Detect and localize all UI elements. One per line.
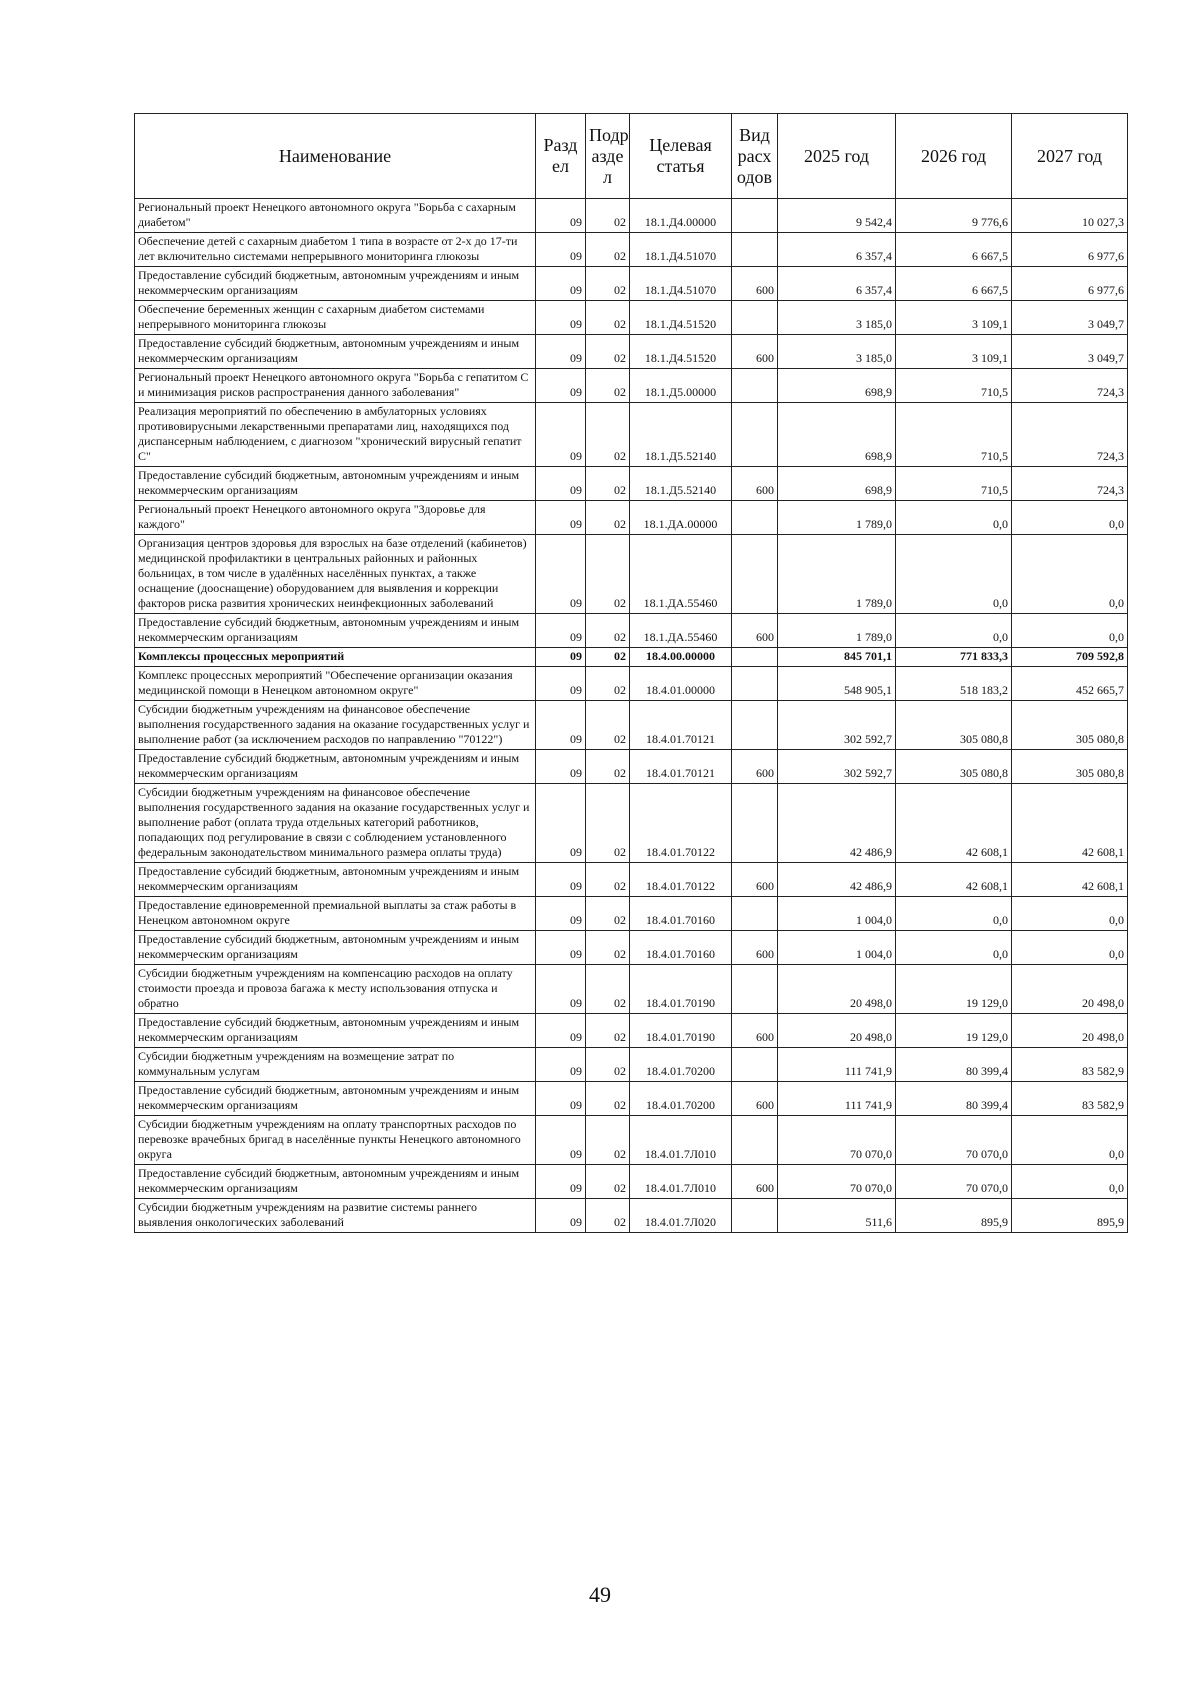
row-article: 18.4.01.70200 — [630, 1048, 732, 1082]
row-vid — [732, 1116, 778, 1165]
row-value-2025: 20 498,0 — [778, 965, 896, 1014]
table-row — [135, 863, 1128, 897]
row-razdel: 09 — [536, 403, 586, 467]
row-podrazdel: 02 — [586, 501, 630, 535]
row-name: Предоставление субсидий бюджетным, автономным учреждениям и иным некоммерческим организациям — [135, 1082, 536, 1116]
row-vid — [732, 301, 778, 335]
row-value-2027: 724,3 — [1012, 403, 1128, 467]
row-value-2026: 710,5 — [896, 369, 1012, 403]
table-row — [135, 614, 1128, 648]
row-article: 18.1.Д5.52140 — [630, 403, 732, 467]
row-value-2026: 895,9 — [896, 1199, 1012, 1233]
row-article: 18.4.01.70190 — [630, 965, 732, 1014]
row-razdel: 09 — [536, 897, 586, 931]
row-article: 18.4.01.70122 — [630, 863, 732, 897]
row-vid: 600 — [732, 467, 778, 501]
row-vid — [732, 1048, 778, 1082]
header-2027: 2027 год — [1012, 114, 1128, 199]
row-podrazdel: 02 — [586, 1014, 630, 1048]
row-podrazdel: 02 — [586, 233, 630, 267]
row-value-2027: 0,0 — [1012, 1116, 1128, 1165]
row-article: 18.1.ДА.55460 — [630, 614, 732, 648]
row-name: Обеспечение детей с сахарным диабетом 1 типа в возрасте от 2-х до 17-ти лет включительно системами непрерывного мониторинга глюкозы — [135, 233, 536, 267]
table-row — [135, 1014, 1128, 1048]
row-value-2026: 710,5 — [896, 403, 1012, 467]
row-value-2027: 42 608,1 — [1012, 784, 1128, 863]
row-razdel: 09 — [536, 335, 586, 369]
row-podrazdel: 02 — [586, 784, 630, 863]
row-name: Региональный проект Ненецкого автономного округа "Борьба с гепатитом С и минимизация рисков распространения данного заболевания" — [135, 369, 536, 403]
row-value-2027: 724,3 — [1012, 467, 1128, 501]
row-vid: 600 — [732, 1082, 778, 1116]
row-podrazdel: 02 — [586, 931, 630, 965]
row-article: 18.1.Д4.51070 — [630, 267, 732, 301]
row-name: Предоставление субсидий бюджетным, автономным учреждениям и иным некоммерческим организациям — [135, 1165, 536, 1199]
row-value-2026: 42 608,1 — [896, 784, 1012, 863]
row-value-2025: 548 905,1 — [778, 667, 896, 701]
table-row — [135, 467, 1128, 501]
row-podrazdel: 02 — [586, 863, 630, 897]
table-row — [135, 267, 1128, 301]
row-value-2026: 42 608,1 — [896, 863, 1012, 897]
row-value-2027: 6 977,6 — [1012, 267, 1128, 301]
table-row — [135, 535, 1128, 614]
row-razdel: 09 — [536, 965, 586, 1014]
row-value-2026: 3 109,1 — [896, 301, 1012, 335]
row-value-2025: 302 592,7 — [778, 750, 896, 784]
row-vid — [732, 1199, 778, 1233]
row-name: Предоставление субсидий бюджетным, автономным учреждениям и иным некоммерческим организациям — [135, 614, 536, 648]
row-article: 18.1.Д4.51520 — [630, 335, 732, 369]
table-row — [135, 648, 1128, 667]
table-row — [135, 931, 1128, 965]
table-row — [135, 335, 1128, 369]
row-razdel: 09 — [536, 1014, 586, 1048]
row-value-2025: 302 592,7 — [778, 701, 896, 750]
row-podrazdel: 02 — [586, 1116, 630, 1165]
row-value-2025: 1 789,0 — [778, 535, 896, 614]
page-number: 49 — [589, 1582, 611, 1607]
row-podrazdel: 02 — [586, 335, 630, 369]
row-podrazdel: 02 — [586, 750, 630, 784]
row-vid — [732, 701, 778, 750]
row-vid: 600 — [732, 614, 778, 648]
row-name: Субсидии бюджетным учреждениям на развитие системы раннего выявления онкологических заболеваний — [135, 1199, 536, 1233]
row-name: Комплексы процессных мероприятий — [135, 648, 536, 667]
table-row — [135, 1048, 1128, 1082]
row-value-2027: 724,3 — [1012, 369, 1128, 403]
row-podrazdel: 02 — [586, 467, 630, 501]
row-value-2025: 20 498,0 — [778, 1014, 896, 1048]
row-podrazdel: 02 — [586, 614, 630, 648]
row-name: Обеспечение беременных женщин с сахарным диабетом системами непрерывного мониторинга глюкозы — [135, 301, 536, 335]
row-article: 18.1.Д4.51520 — [630, 301, 732, 335]
table-row — [135, 1199, 1128, 1233]
row-value-2027: 0,0 — [1012, 614, 1128, 648]
row-article: 18.4.01.7Л010 — [630, 1165, 732, 1199]
row-value-2026: 70 070,0 — [896, 1116, 1012, 1165]
row-vid — [732, 369, 778, 403]
row-podrazdel: 02 — [586, 403, 630, 467]
row-value-2026: 19 129,0 — [896, 1014, 1012, 1048]
table-row — [135, 1116, 1128, 1165]
row-value-2027: 83 582,9 — [1012, 1048, 1128, 1082]
table-row — [135, 897, 1128, 931]
row-article: 18.4.01.7Л010 — [630, 1116, 732, 1165]
budget-table — [134, 113, 1128, 1233]
table-row — [135, 784, 1128, 863]
table-row — [135, 501, 1128, 535]
row-value-2025: 1 789,0 — [778, 614, 896, 648]
row-podrazdel: 02 — [586, 1165, 630, 1199]
row-name: Предоставление субсидий бюджетным, автономным учреждениям и иным некоммерческим организациям — [135, 750, 536, 784]
table-body — [135, 199, 1128, 1233]
table-row — [135, 701, 1128, 750]
row-value-2026: 710,5 — [896, 467, 1012, 501]
row-value-2026: 0,0 — [896, 614, 1012, 648]
row-podrazdel: 02 — [586, 965, 630, 1014]
row-razdel: 09 — [536, 667, 586, 701]
row-name: Субсидии бюджетным учреждениям на финансовое обеспечение выполнения государственного задания на оказание государственных услуг и выполнение работ (оплата труда отдельных категорий работников, попадающих под регулирование в связи с соблюдением установленного федеральным законодательством минимального размера оплаты труда) — [135, 784, 536, 863]
header-2025: 2025 год — [778, 114, 896, 199]
row-razdel: 09 — [536, 750, 586, 784]
row-podrazdel: 02 — [586, 648, 630, 667]
table-row — [135, 301, 1128, 335]
row-value-2025: 698,9 — [778, 467, 896, 501]
row-value-2025: 111 741,9 — [778, 1048, 896, 1082]
row-name: Предоставление субсидий бюджетным, автономным учреждениям и иным некоммерческим организациям — [135, 863, 536, 897]
row-value-2027: 3 049,7 — [1012, 335, 1128, 369]
row-razdel: 09 — [536, 1048, 586, 1082]
row-razdel: 09 — [536, 784, 586, 863]
row-article: 18.1.Д4.51070 — [630, 233, 732, 267]
row-value-2026: 9 776,6 — [896, 199, 1012, 233]
row-podrazdel: 02 — [586, 369, 630, 403]
row-value-2027: 0,0 — [1012, 931, 1128, 965]
row-vid — [732, 648, 778, 667]
row-value-2027: 83 582,9 — [1012, 1082, 1128, 1116]
row-value-2026: 19 129,0 — [896, 965, 1012, 1014]
row-vid — [732, 784, 778, 863]
row-podrazdel: 02 — [586, 535, 630, 614]
row-value-2027: 6 977,6 — [1012, 233, 1128, 267]
row-vid — [732, 535, 778, 614]
table-row — [135, 1082, 1128, 1116]
row-podrazdel: 02 — [586, 1082, 630, 1116]
row-value-2027: 42 608,1 — [1012, 863, 1128, 897]
row-razdel: 09 — [536, 199, 586, 233]
table-row — [135, 199, 1128, 233]
row-value-2027: 0,0 — [1012, 897, 1128, 931]
header-vid: Вид расх одов — [732, 114, 778, 199]
row-article: 18.1.Д4.00000 — [630, 199, 732, 233]
row-value-2027: 0,0 — [1012, 1165, 1128, 1199]
row-vid — [732, 199, 778, 233]
row-value-2025: 42 486,9 — [778, 784, 896, 863]
row-podrazdel: 02 — [586, 897, 630, 931]
row-value-2026: 771 833,3 — [896, 648, 1012, 667]
row-name: Предоставление субсидий бюджетным, автономным учреждениям и иным некоммерческим организациям — [135, 267, 536, 301]
row-value-2026: 80 399,4 — [896, 1048, 1012, 1082]
row-razdel: 09 — [536, 301, 586, 335]
row-name: Субсидии бюджетным учреждениям на компенсацию расходов на оплату стоимости проезда и провоза багажа к месту использования отпуска и обратно — [135, 965, 536, 1014]
row-podrazdel: 02 — [586, 701, 630, 750]
row-name: Предоставление субсидий бюджетным, автономным учреждениям и иным некоммерческим организациям — [135, 1014, 536, 1048]
row-razdel: 09 — [536, 1165, 586, 1199]
row-value-2025: 1 004,0 — [778, 897, 896, 931]
header-2026: 2026 год — [896, 114, 1012, 199]
row-value-2025: 698,9 — [778, 403, 896, 467]
row-value-2025: 9 542,4 — [778, 199, 896, 233]
row-vid: 600 — [732, 863, 778, 897]
row-razdel: 09 — [536, 701, 586, 750]
row-razdel: 09 — [536, 267, 586, 301]
row-name: Региональный проект Ненецкого автономного округа "Здоровье для каждого" — [135, 501, 536, 535]
row-vid — [732, 667, 778, 701]
header-name: Наименование — [135, 114, 536, 199]
row-value-2027: 20 498,0 — [1012, 1014, 1128, 1048]
row-value-2025: 698,9 — [778, 369, 896, 403]
table-row — [135, 750, 1128, 784]
row-vid: 600 — [732, 335, 778, 369]
row-podrazdel: 02 — [586, 1048, 630, 1082]
row-razdel: 09 — [536, 931, 586, 965]
row-vid: 600 — [732, 267, 778, 301]
row-vid: 600 — [732, 750, 778, 784]
row-value-2025: 845 701,1 — [778, 648, 896, 667]
row-podrazdel: 02 — [586, 199, 630, 233]
row-value-2027: 452 665,7 — [1012, 667, 1128, 701]
row-value-2026: 0,0 — [896, 501, 1012, 535]
row-vid — [732, 233, 778, 267]
row-article: 18.4.01.70160 — [630, 931, 732, 965]
row-value-2027: 3 049,7 — [1012, 301, 1128, 335]
row-value-2026: 6 667,5 — [896, 267, 1012, 301]
row-razdel: 09 — [536, 467, 586, 501]
row-value-2025: 1 004,0 — [778, 931, 896, 965]
row-value-2027: 0,0 — [1012, 535, 1128, 614]
row-razdel: 09 — [536, 1199, 586, 1233]
row-value-2027: 305 080,8 — [1012, 701, 1128, 750]
row-value-2026: 0,0 — [896, 897, 1012, 931]
header-razdel: Разд ел — [536, 114, 586, 199]
row-value-2025: 6 357,4 — [778, 233, 896, 267]
row-value-2025: 111 741,9 — [778, 1082, 896, 1116]
table-header-row — [135, 114, 1128, 199]
row-value-2026: 518 183,2 — [896, 667, 1012, 701]
row-article: 18.4.01.70200 — [630, 1082, 732, 1116]
row-vid — [732, 965, 778, 1014]
header-podrazdel: Подр азде л — [586, 114, 630, 199]
row-vid — [732, 897, 778, 931]
row-value-2026: 6 667,5 — [896, 233, 1012, 267]
row-value-2027: 0,0 — [1012, 501, 1128, 535]
table-row — [135, 1165, 1128, 1199]
row-value-2026: 305 080,8 — [896, 701, 1012, 750]
row-name: Предоставление субсидий бюджетным, автономным учреждениям и иным некоммерческим организациям — [135, 931, 536, 965]
row-value-2026: 70 070,0 — [896, 1165, 1012, 1199]
row-article: 18.4.01.70121 — [630, 701, 732, 750]
row-name: Комплекс процессных мероприятий "Обеспечение организации оказания медицинской помощи в Ненецком автономном округе" — [135, 667, 536, 701]
row-value-2026: 0,0 — [896, 535, 1012, 614]
row-name: Реализация мероприятий по обеспечению в амбулаторных условиях противовирусными лекарственными препаратами лиц, находящихся под диспансерным наблюдением, с диагнозом "хронический вирусный гепатит С" — [135, 403, 536, 467]
row-article: 18.4.01.70190 — [630, 1014, 732, 1048]
row-razdel: 09 — [536, 369, 586, 403]
row-razdel: 09 — [536, 648, 586, 667]
row-vid: 600 — [732, 1165, 778, 1199]
row-razdel: 09 — [536, 501, 586, 535]
header-article: Целевая статья — [630, 114, 732, 199]
row-article: 18.4.01.70121 — [630, 750, 732, 784]
row-vid: 600 — [732, 931, 778, 965]
row-vid — [732, 501, 778, 535]
row-name: Субсидии бюджетным учреждениям на возмещение затрат по коммунальным услугам — [135, 1048, 536, 1082]
row-razdel: 09 — [536, 863, 586, 897]
row-value-2027: 895,9 — [1012, 1199, 1128, 1233]
row-value-2026: 80 399,4 — [896, 1082, 1012, 1116]
row-article: 18.1.ДА.00000 — [630, 501, 732, 535]
row-razdel: 09 — [536, 614, 586, 648]
row-name: Региональный проект Ненецкого автономного округа "Борьба с сахарным диабетом" — [135, 199, 536, 233]
row-value-2027: 20 498,0 — [1012, 965, 1128, 1014]
row-name: Предоставление субсидий бюджетным, автономным учреждениям и иным некоммерческим организациям — [135, 335, 536, 369]
row-value-2025: 1 789,0 — [778, 501, 896, 535]
table-row — [135, 403, 1128, 467]
row-article: 18.1.Д5.00000 — [630, 369, 732, 403]
row-value-2025: 42 486,9 — [778, 863, 896, 897]
row-article: 18.4.01.70122 — [630, 784, 732, 863]
row-value-2026: 3 109,1 — [896, 335, 1012, 369]
table-row — [135, 369, 1128, 403]
row-article: 18.4.00.00000 — [630, 648, 732, 667]
row-article: 18.4.01.70160 — [630, 897, 732, 931]
row-article: 18.4.01.7Л020 — [630, 1199, 732, 1233]
row-name: Предоставление субсидий бюджетным, автономным учреждениям и иным некоммерческим организациям — [135, 467, 536, 501]
row-value-2025: 70 070,0 — [778, 1116, 896, 1165]
row-razdel: 09 — [536, 233, 586, 267]
row-podrazdel: 02 — [586, 667, 630, 701]
row-article: 18.1.Д5.52140 — [630, 467, 732, 501]
table-row — [135, 233, 1128, 267]
table-row — [135, 667, 1128, 701]
row-razdel: 09 — [536, 1082, 586, 1116]
row-value-2026: 305 080,8 — [896, 750, 1012, 784]
row-podrazdel: 02 — [586, 1199, 630, 1233]
row-podrazdel: 02 — [586, 301, 630, 335]
row-value-2025: 70 070,0 — [778, 1165, 896, 1199]
row-value-2027: 709 592,8 — [1012, 648, 1128, 667]
row-article: 18.1.ДА.55460 — [630, 535, 732, 614]
row-vid — [732, 403, 778, 467]
row-name: Субсидии бюджетным учреждениям на оплату транспортных расходов по перевозке врачебных бригад в населённые пункты Ненецкого автономного округа — [135, 1116, 536, 1165]
row-vid: 600 — [732, 1014, 778, 1048]
budget-table-sheet — [134, 113, 1127, 1233]
row-name: Предоставление единовременной премиальной выплаты за стаж работы в Ненецком автономном округе — [135, 897, 536, 931]
row-name: Организация центров здоровья для взрослых на базе отделений (кабинетов) медицинской профилактики в центральных районных и районных больницах, в том числе в удалённых населённых пунктах, а также оснащение (дооснащение) оборудованием для выявления и коррекции факторов риска развития хронических неинфекционных заболеваний — [135, 535, 536, 614]
row-value-2027: 305 080,8 — [1012, 750, 1128, 784]
row-name: Субсидии бюджетным учреждениям на финансовое обеспечение выполнения государственного задания на оказание государственных услуг и выполнение работ (за исключением расходов по направлению "70122") — [135, 701, 536, 750]
row-value-2025: 511,6 — [778, 1199, 896, 1233]
row-razdel: 09 — [536, 535, 586, 614]
table-row — [135, 965, 1128, 1014]
row-value-2026: 0,0 — [896, 931, 1012, 965]
row-value-2027: 10 027,3 — [1012, 199, 1128, 233]
row-podrazdel: 02 — [586, 267, 630, 301]
row-article: 18.4.01.00000 — [630, 667, 732, 701]
row-value-2025: 3 185,0 — [778, 301, 896, 335]
row-razdel: 09 — [536, 1116, 586, 1165]
row-value-2025: 6 357,4 — [778, 267, 896, 301]
row-value-2025: 3 185,0 — [778, 335, 896, 369]
